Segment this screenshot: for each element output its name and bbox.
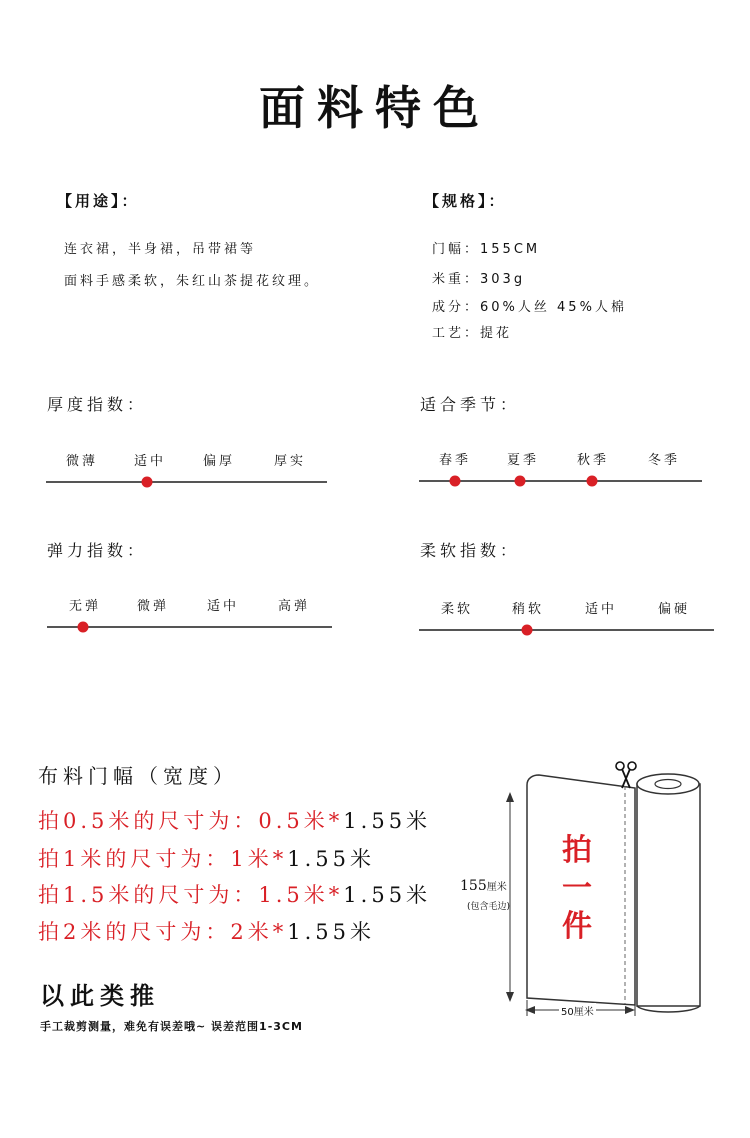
season-marker bbox=[515, 476, 526, 487]
season-marker bbox=[450, 476, 461, 487]
season-label: 秋季 bbox=[576, 453, 610, 468]
softness-marker bbox=[522, 625, 533, 636]
softness-title: 柔软指数： bbox=[420, 541, 521, 560]
season-marker bbox=[587, 476, 598, 487]
spec-header: 【规格】： bbox=[424, 192, 507, 210]
elastic-marker bbox=[78, 622, 89, 633]
thickness-label: 适中 bbox=[133, 454, 167, 469]
season-label: 冬季 bbox=[647, 453, 681, 468]
season-label: 夏季 bbox=[506, 453, 540, 468]
scissors-icon bbox=[615, 760, 637, 790]
elastic-label: 高弹 bbox=[277, 599, 311, 614]
usage-header: 【用途】： bbox=[57, 192, 140, 210]
page-title: 面料特色 bbox=[259, 81, 491, 135]
thickness-title: 厚度指数： bbox=[47, 395, 148, 414]
error-note: 手工裁剪测量，难免有误差哦~ 误差范围1-3CM bbox=[40, 1020, 303, 1033]
spec-weight: 米重：303g bbox=[432, 272, 526, 287]
thickness-label: 厚实 bbox=[273, 454, 307, 469]
spec-width: 门幅：155CM bbox=[432, 242, 541, 257]
usage-line-1: 连衣裙，半身裙，吊带裙等 bbox=[64, 242, 257, 257]
softness-label: 偏硬 bbox=[657, 602, 691, 617]
fabric-roll-diagram bbox=[455, 760, 725, 1030]
elastic-label: 适中 bbox=[206, 599, 240, 614]
cloth-size-line: 拍1.5米的尺寸为：1.5米*1.55米 bbox=[38, 883, 432, 907]
cloth-size-line: 拍2米的尺寸为：2米*1.55米 bbox=[38, 920, 375, 944]
width-label: 50厘米 bbox=[559, 1003, 596, 1018]
cloth-size-line: 拍0.5米的尺寸为：0.5米*1.55米 bbox=[38, 809, 432, 833]
elastic-title: 弹力指数： bbox=[47, 541, 148, 560]
elastic-line bbox=[47, 626, 332, 628]
cloth-width-title: 布料门幅（宽度） bbox=[38, 764, 238, 788]
inference-title: 以此类推 bbox=[40, 982, 160, 1010]
thickness-label: 偏厚 bbox=[202, 454, 236, 469]
softness-line bbox=[419, 629, 714, 631]
season-line bbox=[419, 480, 702, 482]
thickness-line bbox=[46, 481, 327, 483]
softness-label: 适中 bbox=[584, 602, 618, 617]
thickness-marker bbox=[142, 477, 153, 488]
height-label: 155厘米 bbox=[460, 878, 507, 894]
thickness-label: 微薄 bbox=[65, 454, 99, 469]
softness-label: 稍软 bbox=[511, 602, 545, 617]
cloth-size-line: 拍1米的尺寸为：1米*1.55米 bbox=[38, 847, 375, 871]
usage-line-2: 面料手感柔软，朱红山茶提花纹理。 bbox=[64, 274, 321, 289]
elastic-label: 无弹 bbox=[68, 599, 102, 614]
season-label: 春季 bbox=[438, 453, 472, 468]
spec-craft: 工艺：提花 bbox=[432, 326, 513, 341]
season-title: 适合季节： bbox=[420, 395, 521, 414]
softness-label: 柔软 bbox=[440, 602, 474, 617]
piece-text: 拍 一 件 bbox=[562, 833, 592, 944]
elastic-label: 微弹 bbox=[136, 599, 170, 614]
height-note: (包含毛边) bbox=[467, 902, 511, 912]
spec-composition: 成分：60%人丝 45%人棉 bbox=[432, 300, 627, 315]
